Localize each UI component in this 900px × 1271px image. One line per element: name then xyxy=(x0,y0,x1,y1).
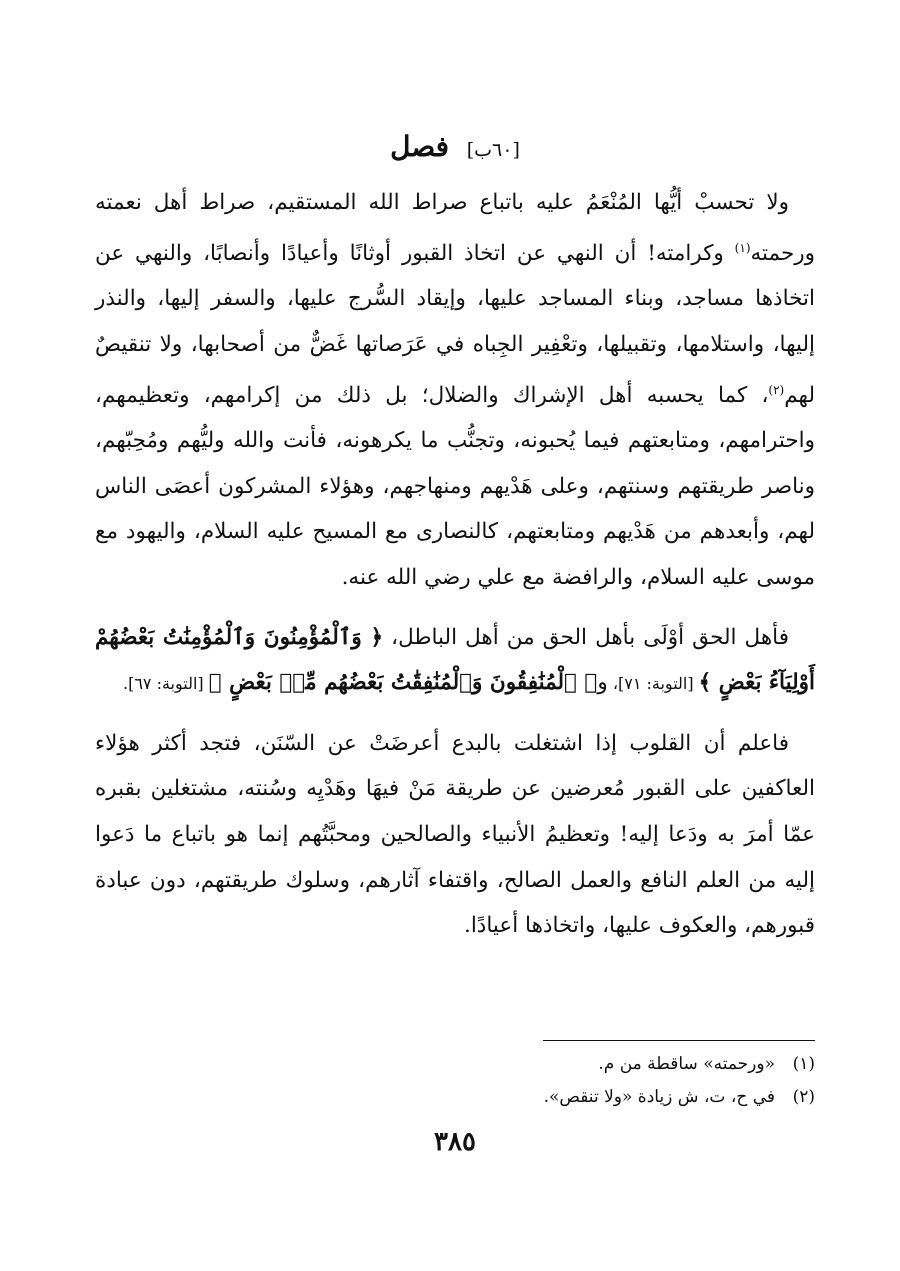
paragraph-1-part-a: ولا تحسبْ أيُّها المُنْعَمُ عليه باتباع صراط الله المستقيم، صراط أهل نعمته ورحمته xyxy=(95,190,815,266)
paragraph-2-part-a: فأهل الحق أوْلَى بأهل الحق من أهل الباطل، xyxy=(383,624,789,650)
footnote-1-number: (١) xyxy=(792,1054,815,1074)
paragraph-2 xyxy=(95,615,815,707)
footnote-2 xyxy=(95,1081,815,1114)
footnote-2-text: في ح، ت، ش زيادة «ولا تنقص». xyxy=(543,1087,775,1107)
footnote-ref-1[interactable]: (١) xyxy=(734,240,751,255)
page-number: ٣٨٥ xyxy=(434,1127,476,1157)
footnote-1-text: «ورحمته» ساقطة من م. xyxy=(598,1054,775,1074)
section-title: فصل xyxy=(390,130,449,163)
footnote-1 xyxy=(95,1048,815,1081)
verse-reference-2: [التوبة: ٦٧]. xyxy=(122,674,209,694)
paragraph-1-part-b: وكرامته! أن النهي عن اتخاذ القبور أوثانًا وأعيادًا وأنصابًا، والنهي عن اتخاذها مساجد، وبناء المساجد عليها، وإيقاد السُّرج عليها، والسفر إليها، والنذر إليها، واستلامها، وتقبيلها، وتعْفِير الجِباه في عَرَصاتها غَضٌّ من أصحابها، ولا تنقيصٌ لهم xyxy=(95,240,815,408)
quran-verse-1: ﴿ وَٱلْمُؤْمِنُونَ وَٱلْمُؤْمِنَٰتُ بَعْضُهُمْ أَوْلِيَآءُ بَعْضٍ ﴾ xyxy=(95,624,815,696)
section-heading xyxy=(95,130,815,163)
footnotes xyxy=(95,1048,815,1114)
footnote-divider xyxy=(543,1040,815,1041)
quran-verse-2: ﴿ ٱلْمُنَٰفِقُونَ وَٱلْمُنَٰفِقَٰتُ بَعْضُهُم مِّنۢ بَعْضٍ ﴾ xyxy=(208,670,598,696)
footnote-ref-2[interactable]: (٢) xyxy=(768,382,785,397)
paragraph-3: فاعلم أن القلوب إذا اشتغلت بالبدع أعرضَتْ عن السّنَن، فتجد أكثر هؤلاء العاكفين على القبور مُعرضين عن طريقة مَنْ فيهَا وهَدْيِه وسُنته، مشتغلين بقبره عمّا أمرَ به ودَعا إليه! وتعظيمُ الأنبياء والصالحين ومحبَّتُهم إنما هو باتباع ما دَعوا إليه من العلم النافع والعمل الصالح، واقتفاء آثارهم، وسلوك طريقتهم، دون عبادة قبورهم، والعكوف عليها، واتخاذها أعيادًا. xyxy=(95,730,815,939)
manuscript-folio-ref: [٦٠ب] xyxy=(466,139,520,161)
book-page xyxy=(95,0,815,1271)
paragraph-1-part-c: ، كما يحسبه أهل الإشراك والضلال؛ بل ذلك من إكرامهم، وتعظيمهم، واحترامهم، ومتابعتهم فيما يُحبونه، وتجنُّب ما يكرهونه، فأنت والله وليُّهم ومُحِبّهم، وناصر طريقتهم وسنتهم، وعلى هَدْيهم ومنهاجهم، وهؤلاء المشركون أعصَى الناس لهم، وأبعدهم من هَدْيهم ومتابعتهم، كالنصارى مع المسيح عليه السلام، واليهود مع موسى عليه السلام، والرافضة مع علي رضي الله عنه. xyxy=(95,382,815,591)
verse-reference-1: [التوبة: ٧١]، xyxy=(607,674,699,694)
footnote-2-number: (٢) xyxy=(792,1087,815,1107)
paragraph-1 xyxy=(95,180,815,601)
main-text xyxy=(95,180,815,949)
conjunction: و xyxy=(597,670,608,696)
